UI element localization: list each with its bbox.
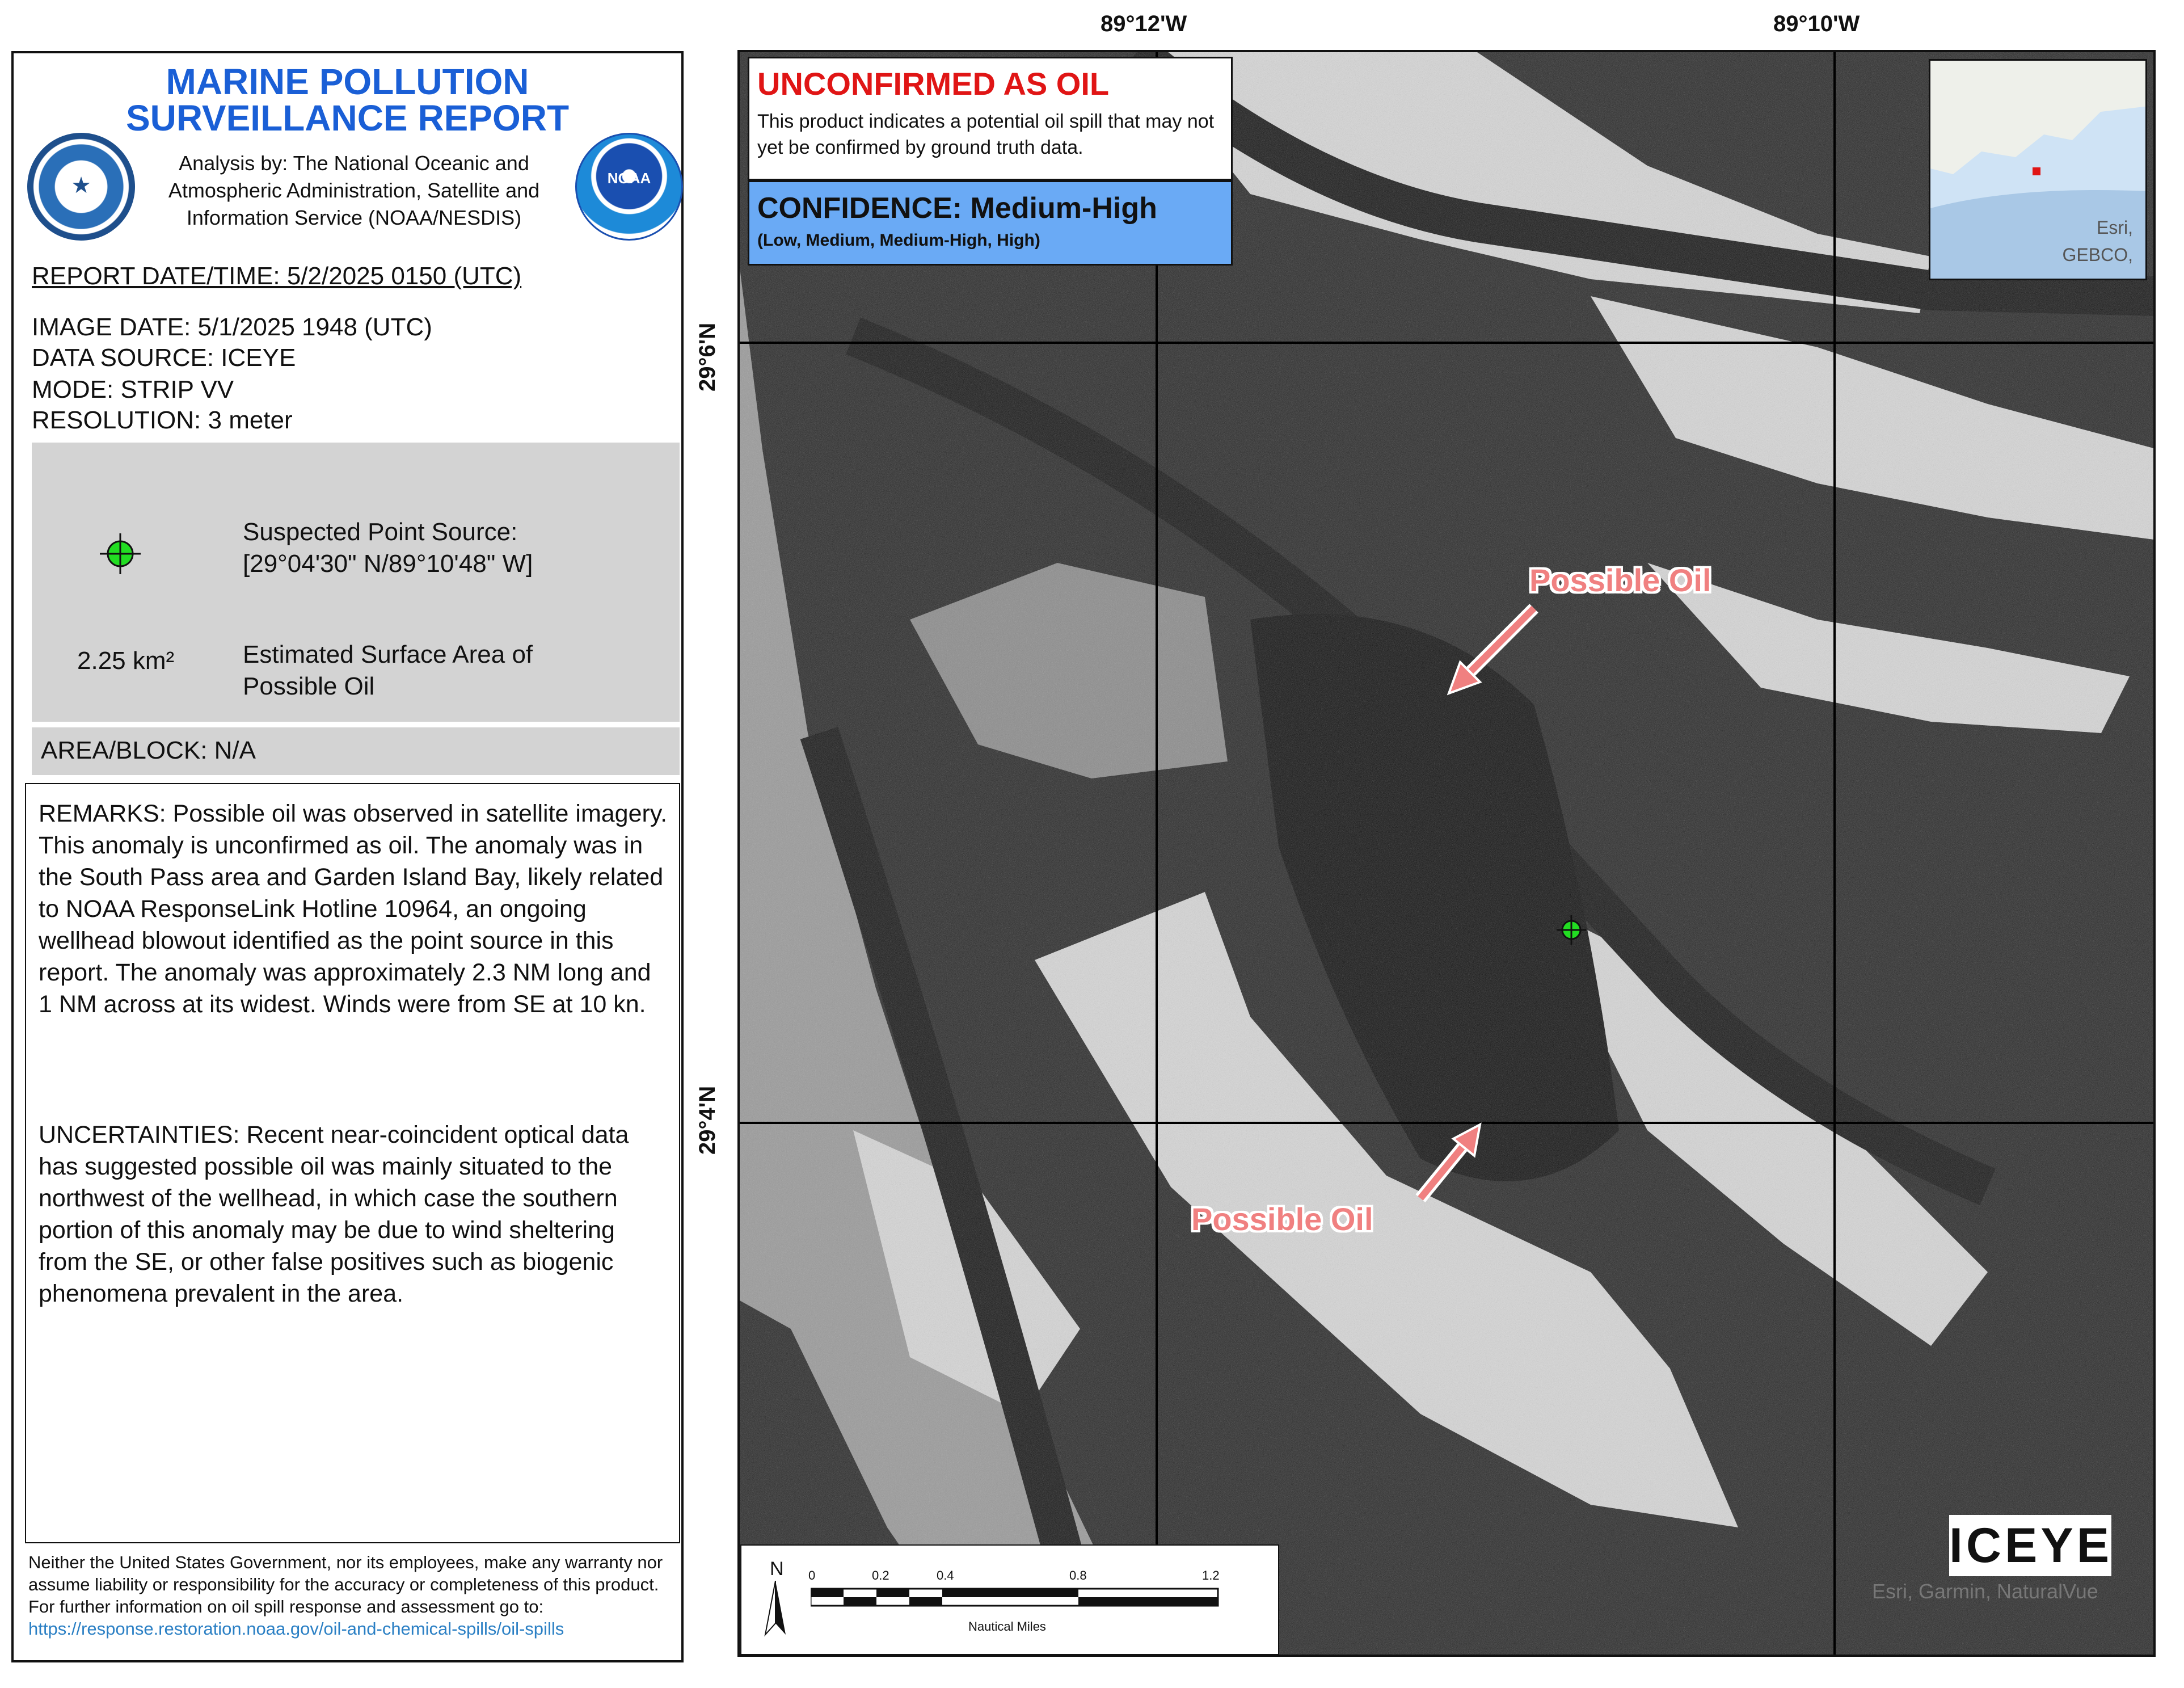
iceye-logo: ICEYE	[1949, 1515, 2111, 1576]
possible-oil-label: Possible Oil	[1529, 562, 1711, 598]
area-value: 2.25 km²	[77, 647, 175, 675]
remarks-text: REMARKS: Possible oil was observed in satellite imagery. This anomaly is unconfirmed as oil. The anomaly was in the South Pass area and Garden Island Bay, likely related to NOAA ResponseLink Hotline 10964, an ongoing wellhead blowout identified as the point source in this report. The anomaly was approximately 2.3 NM long and 1 NM across at its widest. Winds were from SE at 10 kn.	[39, 800, 668, 1018]
data-source: DATA SOURCE: ICEYE	[32, 344, 296, 372]
unconfirmed-title: UNCONFIRMED AS OIL	[757, 66, 1110, 102]
north-arrow-label: N	[770, 1558, 784, 1580]
possible-oil-label: Possible Oil	[1191, 1201, 1373, 1237]
lat-tick-label: 29°4'N	[695, 1085, 720, 1155]
report-title-line1: MARINE POLLUTION	[166, 61, 529, 102]
lon-tick-label: 89°12'W	[1101, 11, 1187, 36]
unconfirmed-body: This product indicates a potential oil spill that may not yet be confirmed by ground truth data.	[757, 111, 1215, 158]
scale-bar	[740, 1544, 1279, 1655]
legend-box	[32, 443, 680, 722]
unconfirmed-box	[748, 57, 1233, 180]
scale-bar-graphic	[811, 1588, 1219, 1608]
lon-tick-label: 89°10'W	[1773, 11, 1860, 36]
area-block: AREA/BLOCK: N/A	[41, 736, 256, 764]
report-datetime: REPORT DATE/TIME: 5/2/2025 0150 (UTC)	[32, 262, 522, 290]
disclaimer: Neither the United States Government, nor its employees, make any warranty nor assume liability or responsibility for the accuracy or completeness of this product. For further information on oil spill response and assessment go to: https://response.restoration.noaa.gov/oil-and-chemical-spills/oil-spills	[28, 1552, 663, 1639]
mode: MODE: STRIP VV	[32, 376, 234, 403]
report-panel	[11, 51, 684, 1662]
area-label: Estimated Surface Area of Possible Oil	[243, 641, 533, 700]
commerce-seal-icon: ★	[27, 133, 135, 241]
remarks-box	[25, 783, 680, 1543]
inset-credit: Esri, GEBCO,	[2062, 217, 2133, 265]
location-marker-icon	[2033, 167, 2040, 175]
sar-image	[740, 52, 2156, 1657]
sar-map[interactable]	[737, 50, 2156, 1657]
analysis-credit: Analysis by: The National Oceanic and Atmospheric Administration, Satellite and Information Service (NOAA/NESDIS)	[168, 151, 540, 229]
uncertainties-text: UNCERTAINTIES: Recent near-coincident optical data has suggested possible oil was mainly situated to the northwest of the wellhead, in which case the southern portion of this anomaly may be due to wind sheltering from the SE, or other false positives such as biogenic phenomena prevalent in the area.	[39, 1121, 629, 1307]
north-arrow-icon	[764, 1581, 787, 1638]
confidence-box	[748, 180, 1233, 266]
inset-locator-map[interactable]	[1929, 59, 2147, 280]
confidence-scale: (Low, Medium, Medium-High, High)	[757, 231, 1040, 250]
image-date: IMAGE DATE: 5/1/2025 1948 (UTC)	[32, 313, 432, 341]
point-source-label: Suspected Point Source: [29°04'30" N/89°10'48" W]	[243, 518, 533, 578]
scale-tick: 1.2	[1202, 1568, 1220, 1582]
map-credit: Esri, Garmin, NaturalVue	[1872, 1580, 2098, 1603]
area-block-box	[32, 727, 680, 775]
scale-tick: 0.2	[872, 1568, 889, 1582]
scale-tick: 0.8	[1069, 1568, 1087, 1582]
oil-spill-info-link[interactable]: https://response.restoration.noaa.gov/oil-and-chemical-spills/oil-spills	[28, 1619, 564, 1639]
confidence-title: CONFIDENCE: Medium-High	[757, 192, 1157, 225]
report-title-line2: SURVEILLANCE REPORT	[125, 98, 570, 138]
resolution: RESOLUTION: 3 meter	[32, 406, 293, 434]
scale-tick: 0.4	[937, 1568, 954, 1582]
scale-units: Nautical Miles	[968, 1619, 1046, 1634]
point-source-marker-icon	[100, 533, 141, 574]
lat-tick-label: 29°6'N	[695, 322, 720, 392]
noaa-logo-icon: NOAA	[575, 133, 683, 241]
scale-tick: 0	[808, 1568, 816, 1582]
